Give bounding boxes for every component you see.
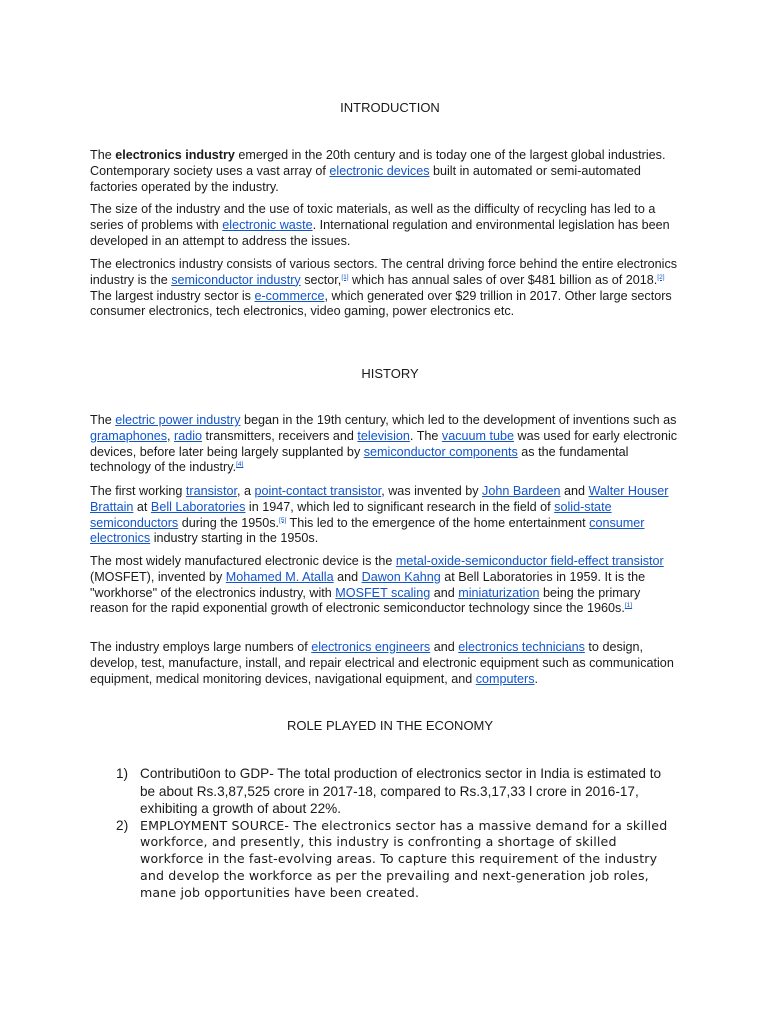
- citation-ref[interactable]: [1]: [341, 273, 349, 281]
- text-run: at Bell Laboratories in 1959. It is the "workhorse" of the electronics industry, with: [90, 569, 646, 600]
- text-run: (MOSFET), invented by: [90, 569, 226, 584]
- history-paragraph-1: [90, 413, 680, 476]
- link-consumer-electronics[interactable]: consumer electronics: [90, 515, 645, 546]
- history-paragraph-3: [90, 554, 680, 617]
- text-run: , a: [237, 484, 255, 498]
- text-run: and: [430, 640, 459, 654]
- text-run: The industry employs large numbers of: [90, 640, 312, 654]
- text-run: , was invented by: [381, 484, 483, 498]
- intro-paragraph-2: [90, 202, 680, 249]
- text-run: The largest industry sector is: [90, 288, 255, 303]
- citation-ref[interactable]: [4]: [236, 461, 244, 469]
- citation-ref[interactable]: [2]: [657, 273, 665, 281]
- citation-ref[interactable]: [5]: [279, 516, 287, 524]
- link-john-bardeen[interactable]: John Bardeen: [482, 484, 561, 498]
- text-run: which has annual sales of over $481 billion as of 2018.: [348, 272, 658, 287]
- text-run: in 1947, which led to significant research in the field of: [245, 499, 555, 514]
- link-mohamed-atalla[interactable]: Mohamed M. Atalla: [225, 569, 334, 584]
- text-run: The electronics industry consists of various sectors. The central driving force behind the entire electronics industry is the: [90, 257, 678, 287]
- text-run: during the 1950s.: [178, 515, 280, 530]
- text-run: at: [133, 499, 151, 514]
- text-run: and: [333, 569, 362, 584]
- list-number: 2): [116, 817, 129, 833]
- text-run: emerged in the 20th century and is today one of the largest global industries. Contemporary society uses a vast array of: [90, 148, 666, 178]
- citation-ref[interactable]: [1]: [624, 602, 633, 610]
- text-run: The first working: [90, 484, 186, 498]
- link-electronics-technicians[interactable]: electronics technicians: [458, 640, 585, 654]
- link-electronic-waste[interactable]: electronic waste: [222, 217, 313, 232]
- link-electric-power-industry[interactable]: electric power industry: [115, 413, 241, 427]
- list-item-text: Contributi0on to GDP- The total production of electronics sector in India is estimated to be about Rs.3,87,525 crore in 2017-18, compared to Rs.3,17,33 l crore in 2016-17, exhibiting a growth of about 22%.: [140, 766, 662, 816]
- text-run: . The: [409, 428, 442, 443]
- text-run: was used for early electronic devices, before later being largely supplanted by: [90, 428, 678, 459]
- link-electronics-engineers[interactable]: electronics engineers: [311, 640, 431, 654]
- heading-history: HISTORY: [361, 366, 419, 381]
- heading-role-economy: ROLE PLAYED IN THE ECONOMY: [286, 718, 494, 733]
- text-run: sector,: [300, 272, 342, 287]
- list-item: [116, 765, 676, 818]
- intro-paragraph-1: [90, 148, 680, 195]
- link-miniaturization[interactable]: miniaturization: [458, 585, 540, 600]
- link-vacuum-tube[interactable]: vacuum tube: [441, 428, 515, 443]
- link-radio[interactable]: radio: [174, 428, 203, 443]
- text-run: . International regulation and environmental legislation has been developed in an attempt to address the issues.: [90, 217, 670, 248]
- text-run: This led to the emergence of the home entertainment: [286, 515, 590, 530]
- link-solid-state[interactable]: solid-state: [554, 499, 612, 514]
- link-television[interactable]: television: [357, 428, 410, 443]
- link-mosfet-scaling[interactable]: MOSFET scaling: [335, 585, 431, 600]
- history-paragraph-4: [90, 640, 680, 687]
- text-run: The: [90, 148, 116, 162]
- link-e-commerce[interactable]: e-commerce: [254, 288, 325, 303]
- text-run: .: [534, 671, 539, 686]
- text-run: , which generated over $29 trillion in 2017. Other large sectors consumer electronics, tech electronics, video gaming, power electronics etc.: [90, 288, 672, 319]
- text-run: to design, develop, test, manufacture, install, and repair electrical and electronic equipment such as communication equipment, medical monitoring devices, navigational equipment, and: [90, 640, 674, 686]
- economy-role-list: [116, 765, 676, 901]
- text-run: as the fundamental technology of the industry.: [90, 444, 629, 475]
- link-semiconductor-components[interactable]: semiconductor components: [363, 444, 518, 459]
- text-run: being the primary reason for the rapid exponential growth of electronic semiconductor technology since the 1960s.: [90, 585, 641, 616]
- intro-paragraph-3: [90, 257, 680, 320]
- text-run: began in the 19th century, which led to the development of inventions such as: [240, 413, 677, 427]
- link-point-contact-transistor[interactable]: point-contact transistor: [254, 484, 382, 498]
- list-item-text: EMPLOYMENT SOURCE- The electronics sector has a massive demand for a skilled workforce, and presently, this industry is confronting a shortage of skilled workforce in the fast-evolving areas. To capture this requirement of the industry and develop the workforce as per the prevailing and next-generation job roles, mane job opportunities have been created.: [140, 817, 668, 900]
- link-transistor[interactable]: transistor: [185, 484, 237, 498]
- list-item: [116, 818, 676, 902]
- link-semiconductors[interactable]: semiconductors: [90, 515, 179, 530]
- list-number: 1): [116, 766, 129, 781]
- text-run: The size of the industry and the use of toxic materials, as well as the difficulty of recycling has led to a series of problems with: [90, 202, 656, 232]
- link-gramaphones[interactable]: gramaphones: [90, 428, 168, 443]
- text-run: and: [430, 585, 459, 600]
- history-paragraph-2: [90, 484, 680, 547]
- bold-term: electronics industry: [115, 148, 235, 162]
- link-electronic-devices[interactable]: electronic devices: [329, 163, 430, 178]
- link-semiconductor-industry[interactable]: semiconductor industry: [171, 272, 301, 287]
- link-bell-laboratories[interactable]: Bell Laboratories: [150, 499, 246, 514]
- text-run: industry starting in the 1950s.: [150, 531, 319, 546]
- text-run: built in automated or semi-automated factories operated by the industry.: [90, 163, 641, 194]
- text-run: The most widely manufactured electronic device is the: [90, 554, 396, 568]
- text-run: and: [560, 484, 589, 498]
- heading-introduction: INTRODUCTION: [340, 100, 440, 115]
- link-computers[interactable]: computers: [475, 671, 535, 686]
- link-dawon-kahng[interactable]: Dawon Kahng: [361, 569, 441, 584]
- text-run: transmitters, receivers and: [202, 428, 358, 443]
- text-run: The: [90, 413, 116, 427]
- link-mosfet[interactable]: metal-oxide-semiconductor field-effect transistor: [395, 554, 664, 568]
- text-run: ,: [167, 428, 175, 443]
- link-walter-houser-brattain[interactable]: Walter Houser Brattain: [90, 484, 669, 514]
